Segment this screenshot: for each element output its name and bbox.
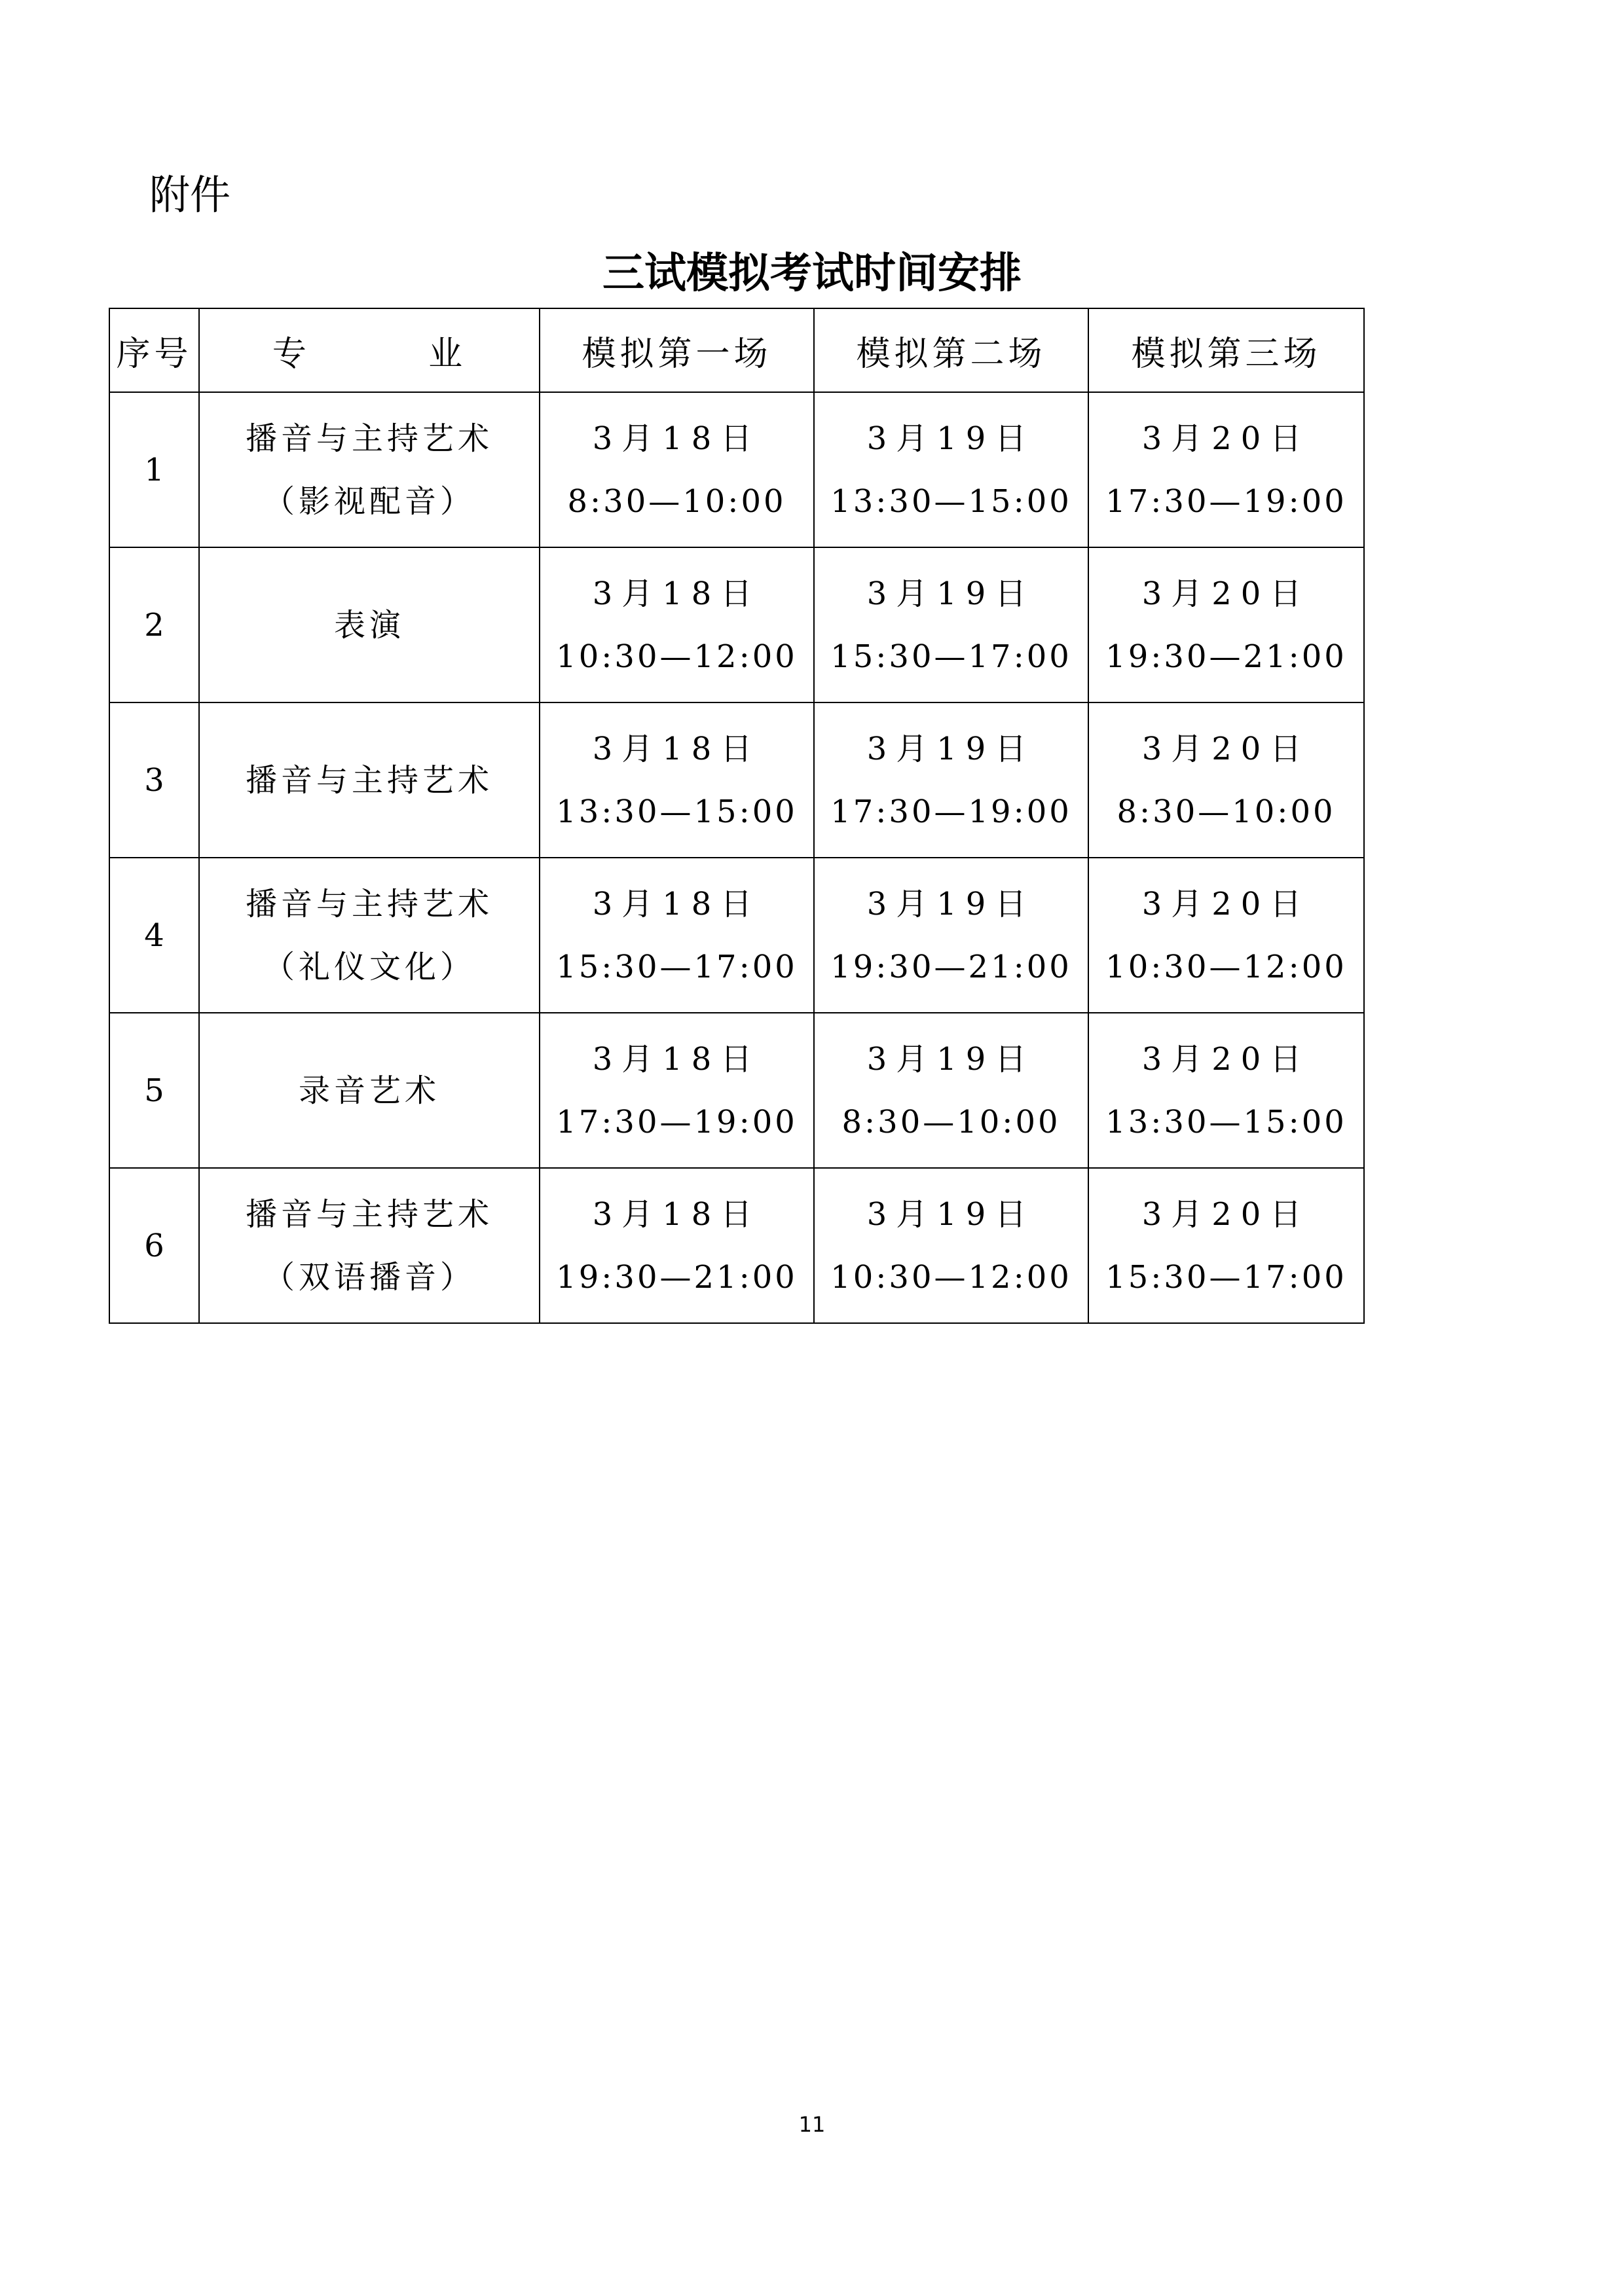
session-date: 3月20日 [1141, 1040, 1311, 1078]
row-number: 6 [109, 1168, 199, 1323]
session-time: 10:30—12:00 [830, 1258, 1072, 1296]
major-cell [199, 1168, 540, 1323]
major-name-line: 播音与主持艺术 [245, 1195, 493, 1233]
session-time: 13:30—15:00 [1105, 1103, 1347, 1140]
row-number: 2 [109, 547, 199, 702]
major-name-line: 录音艺术 [298, 1072, 440, 1109]
session-time: 10:30—12:00 [1105, 948, 1347, 985]
table-row [109, 392, 1364, 547]
session-2-cell [814, 392, 1088, 547]
session-time: 8:30—10:00 [841, 1103, 1061, 1140]
session-date: 3月19日 [866, 1195, 1036, 1233]
session-time: 10:30—12:00 [556, 638, 798, 675]
session-date: 3月19日 [866, 1040, 1036, 1078]
session-2-cell [814, 1013, 1088, 1168]
session-time: 15:30—17:00 [556, 948, 798, 985]
session-date: 3月18日 [592, 575, 762, 612]
session-2-cell [814, 858, 1088, 1013]
row-number: 1 [109, 392, 199, 547]
major-name-line: （影视配音） [263, 483, 475, 520]
session-3-cell [1088, 547, 1364, 702]
session-time: 15:30—17:00 [1105, 1258, 1347, 1296]
session-time: 15:30—17:00 [830, 638, 1072, 675]
session-time: 17:30—19:00 [830, 793, 1072, 830]
major-name-line: （双语播音） [263, 1258, 475, 1296]
session-time: 17:30—19:00 [556, 1103, 798, 1140]
session-date: 3月18日 [592, 1040, 762, 1078]
session-time: 19:30—21:00 [556, 1258, 798, 1296]
table-header-row [109, 308, 1364, 392]
page-number: 11 [798, 2112, 826, 2137]
session-date: 3月20日 [1141, 730, 1311, 767]
session-date: 3月19日 [866, 575, 1036, 612]
session-1-cell [540, 1013, 814, 1168]
session-date: 3月19日 [866, 730, 1036, 767]
header-major [199, 308, 540, 392]
session-date: 3月19日 [866, 885, 1036, 922]
session-date: 3月18日 [592, 420, 762, 457]
major-name-line: 播音与主持艺术 [245, 420, 493, 457]
session-1-cell [540, 1168, 814, 1323]
table-row [109, 547, 1364, 702]
session-3-cell [1088, 1168, 1364, 1323]
header-no: 序号 [109, 308, 199, 392]
session-time: 13:30—15:00 [830, 483, 1072, 520]
attachment-label: 附件 [149, 171, 231, 219]
major-cell [199, 858, 540, 1013]
table-row [109, 1013, 1364, 1168]
major-cell [199, 547, 540, 702]
session-time: 19:30—21:00 [1105, 638, 1347, 675]
table-row [109, 702, 1364, 858]
major-name-line: 表演 [333, 606, 405, 644]
session-time: 19:30—21:00 [830, 948, 1072, 985]
session-time: 8:30—10:00 [567, 483, 786, 520]
session-date: 3月19日 [866, 420, 1036, 457]
session-date: 3月18日 [592, 1195, 762, 1233]
session-1-cell [540, 547, 814, 702]
document-title: 三试模拟考试时间安排 [602, 249, 1022, 298]
session-date: 3月18日 [592, 730, 762, 767]
major-cell [199, 702, 540, 858]
session-date: 3月20日 [1141, 420, 1311, 457]
session-time: 13:30—15:00 [556, 793, 798, 830]
header-session-3: 模拟第三场 [1088, 308, 1364, 392]
table-body [109, 392, 1364, 1323]
session-time: 8:30—10:00 [1116, 793, 1336, 830]
session-3-cell [1088, 1013, 1364, 1168]
session-date: 3月20日 [1141, 575, 1311, 612]
session-date: 3月20日 [1141, 885, 1311, 922]
session-2-cell [814, 702, 1088, 858]
table-row [109, 858, 1364, 1013]
session-3-cell [1088, 858, 1364, 1013]
major-name-line: 播音与主持艺术 [245, 885, 493, 922]
session-2-cell [814, 547, 1088, 702]
major-cell [199, 392, 540, 547]
row-number: 5 [109, 1013, 199, 1168]
major-name-line: （礼仪文化） [263, 948, 475, 985]
session-1-cell [540, 392, 814, 547]
session-time: 17:30—19:00 [1105, 483, 1347, 520]
session-3-cell [1088, 702, 1364, 858]
exam-schedule-table [109, 308, 1365, 1324]
session-1-cell [540, 858, 814, 1013]
session-date: 3月20日 [1141, 1195, 1311, 1233]
header-session-2: 模拟第二场 [814, 308, 1088, 392]
major-cell [199, 1013, 540, 1168]
header-major-label: 专 业 [272, 334, 467, 374]
session-1-cell [540, 702, 814, 858]
session-date: 3月18日 [592, 885, 762, 922]
row-number: 3 [109, 702, 199, 858]
table-row [109, 1168, 1364, 1323]
session-3-cell [1088, 392, 1364, 547]
major-name-line: 播音与主持艺术 [245, 761, 493, 799]
session-2-cell [814, 1168, 1088, 1323]
row-number: 4 [109, 858, 199, 1013]
header-session-1: 模拟第一场 [540, 308, 814, 392]
